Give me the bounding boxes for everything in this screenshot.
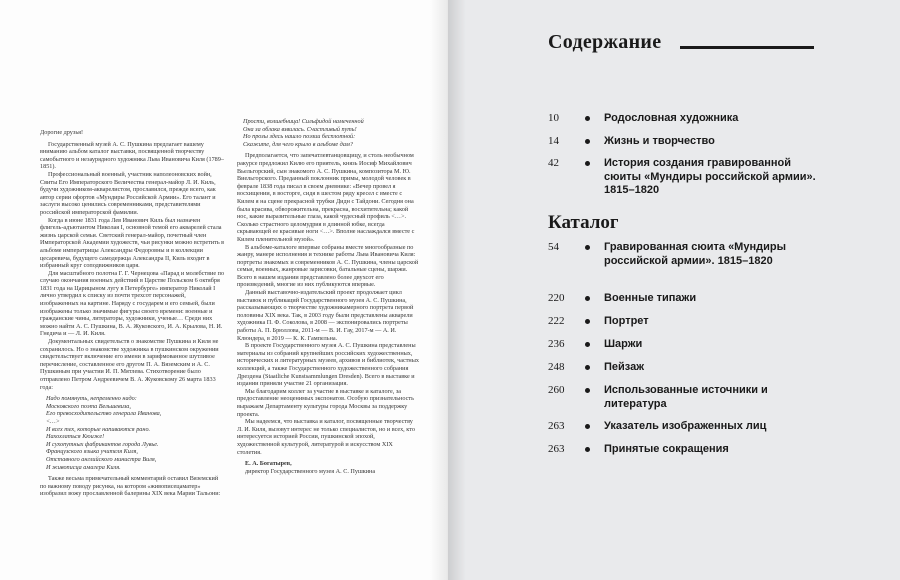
bullet-icon: [585, 161, 590, 166]
verse-line: Скажите, для чего крыло в альбоме дам?: [243, 140, 353, 148]
verse-line: И живописца амагера Киля.: [46, 463, 121, 471]
verse-line: Прости, волшебница! Сильфидой намеченной: [243, 118, 364, 125]
page-number: 10: [548, 112, 559, 124]
verse-line: Французского языка учителя Киля,: [46, 448, 138, 456]
verse-line: Надо помянуть, непременно надо:: [46, 395, 137, 403]
paragraph: Профессиональный военный, участник наполеоновских войн, Свиты Его Императорского Величества генерал-майор Л. И. Киль, будучи художником-акварелистом, прославился, прежде всего, как автор серии офортов «Мундиры Российской Армии». Его талант и заслуги высоко ценились современниками, представителями российской императорской фамилии.: [40, 170, 216, 216]
verse-line: Нахохлаться Кюиже!: [46, 433, 105, 441]
paragraph: Когда в июне 1831 года Лев Иванович Киль был назначен флигель-адъютантом Николая I, основной темой его акварелей стала жизнь царской семьи. Светский генерал-майор, почетный член Императорской Академии художеств, чьи рисунки можно встретить в альбоме императрицы Александры Федоровны и в коллекции цесаревича, будущего самодержца Александра II, Киль входит в избранный круг соподвижников царя.: [40, 216, 225, 270]
page-number: 263: [548, 443, 565, 455]
paragraph: В проекте Государственного музея А. С. Пушкина представлены материалы из собраний крупнейших российских художественных, исторических и литературных музеев, архивов и библиотек, частных коллекций, а также Государственного художественного собрания Дрездена (Staatliche Kunstsammlungen Dresden). Всего в выставке и издании приняли участие 21 организация.: [237, 342, 419, 388]
bullet-icon: [585, 116, 590, 121]
paragraph: В альбоме-каталоге впервые собраны вместе многообразные по жанру, манере исполнения и технике работы Льва Ивановича Киля: портреты знакомых и современников А. С. Пушкина, члены царской семьи, военных, жанровые зарисовки, батальные сцены, шаржи. Всего в нашем издании представлено более двухсот его произведений, многие из них публикуются впервые.: [237, 243, 419, 289]
page-number: 248: [548, 361, 565, 373]
page-number: 54: [548, 241, 559, 253]
bullet-icon: [585, 365, 590, 370]
bullet-icon: [585, 139, 590, 144]
greeting: Дорогие друзья!: [40, 129, 84, 136]
page-number: 263: [548, 420, 565, 432]
toc-entry-title: Жизнь и творчество: [604, 135, 715, 147]
verse-line: Она за облака взвилась. Счастливый путь!: [243, 125, 357, 133]
catalog-entry-title: Использованные источники и литература: [604, 384, 768, 410]
right-page: [448, 0, 900, 580]
bullet-icon: [585, 296, 590, 301]
left-column-1: [40, 129, 225, 498]
bullet-icon: [585, 424, 590, 429]
bullet-icon: [585, 319, 590, 324]
bullet-icon: [585, 245, 590, 250]
catalog-entry-title: Принятые сокращения: [604, 443, 729, 455]
poem-verse: [46, 395, 225, 471]
catalog-entry-title: Гравированная сюита «Мундиры российской армии». 1815–1820: [604, 241, 786, 267]
bullet-icon: [585, 388, 590, 393]
catalog-entry-title: Пейзаж: [604, 361, 645, 373]
toc-entry-title: История создания гравированной сюиты «Мундиры российской армии». 1815–1820: [604, 157, 816, 196]
paragraph: Документальных свидетельств о знакомстве Пушкина и Киля не сохранилось. Но о знакомстве художника в пушкинском окружении свидетельствует включение его имени в зарифмованное шутливое перечисление, составленное его другом П. А. Вяземским и А. С. Пушкиным при участии И. П. Мятлева. Стихотворение было отправлено Петром Андреевичем В. А. Жуковскому 26 марта 1833 года:: [40, 338, 219, 391]
page-number: 220: [548, 292, 565, 304]
paragraph: Государственный музей А. С. Пушкина предлагает вашему вниманию альбом каталог выставки, посвященной творчеству самобытного и незаурядного художника Льва Ивановича Киля (1789–1851).: [40, 140, 224, 171]
verse-line: Отставного английского министра Виля,: [46, 455, 157, 463]
paragraph: Мы надеемся, что выставка и каталог, посвященные творчеству Л. И. Киля, вызовут интерес не только специалистов, но и всех, кто интересуется историей России, пушкинской эпохой, художественной культурой, литературой и искусством XIX столетия.: [237, 418, 415, 456]
paragraph: Предполагается, что запечатлевтанцовщицу, и столь необычном ракурсе предложил Килю его приятель, князь Иосиф Михайлович Вьельгорский, сын знакомого А. С. Пушкина, композитора М. Ю. Виельгорского. Преданный поклонник примы, молодой человек в феврале 1838 года писал в своем дневнике: «Вечер провел я восхищении, в восторге, сидя в шестом ряду кресел с вместе с Килем я на сцене прекрасной трубки Дидн с Тайдони. Сегодня она была красива, обворожительна, прекрасна, восхитительна; какой нос, какие выразительные глаза, какой чудесный профиль <…>. Сколько страстного целомудрия в длинной юбке, всегда скрывающей ее красивые ноги <…>. Вполне наслаждался вместе с Килем пленительной музой».: [237, 152, 415, 243]
verse-line: <…>: [46, 417, 60, 425]
paragraph: Данный выставочно-издательский проект продолжает цикл выставок и публикаций Государственного музея А. С. Пушкина, рассказывающих о творчестве художникамерного портрета первой половины XIX века. Так, в 2003 году были представлены акварели художника П. Ф. Соколова, в 2008 — экспонировались портреты работы А. П. Брюллова, 2011-м — В. И. Гау, 2017-м — А. И. Клюндера, в 2019 — К. К. Гампельна.: [237, 289, 414, 342]
paragraph: Для масштабного полотна Г. Г. Чернецова «Парад и молебствие по случаю окончания военных действий в Царстве Польском 6 октября 1831 года на Царицыном лугу в Петербурге» император Николай I лично утвердил к списку из почти трехсот персонажей, изображенных на картине. Наряду с государем и его семьей, были изображены только значимые фигуры своего времени: военные и гражданские чины, литераторы, художники, ученые… Среди них можно найти А. С. Пушкина, В. А. Жуковского, И. А. Крылова, Н. И. Гнедича и — Л. И. Киля.: [40, 269, 225, 338]
poem-verse: [243, 118, 419, 148]
paragraph: Также весьма примечательный комментарий оставил Вяземский по важному поводу рисунка, на котором «живописецаматер» изобразил вожу прославленной балерины XIX века Марии Тальони:: [40, 475, 221, 498]
bullet-icon: [585, 447, 590, 452]
bullet-icon: [585, 342, 590, 347]
verse-line: Но прозы здесь нашло поэзии бесплотной:: [243, 133, 356, 141]
verse-line: И сухопутных фабрикантов города Лувье.: [46, 440, 159, 448]
left-column-2: [237, 118, 419, 475]
verse-line: И всех тех, которые напиваются рано.: [46, 425, 151, 433]
catalog-entry-title: Военные типажи: [604, 292, 697, 304]
page-number: 14: [548, 135, 559, 147]
verse-line: Его превосходительство генерала Иванова,: [46, 410, 162, 418]
verse-line: Московского поэта Вельшевиза,: [46, 402, 131, 410]
page-number: 42: [548, 157, 559, 169]
toc-title: Содержание: [548, 31, 662, 53]
catalog-entry-title: Указатель изображенных лиц: [604, 420, 767, 432]
page-number: 260: [548, 384, 565, 396]
catalog-title: Каталог: [548, 212, 619, 233]
signature-role: директор Государственного музея А. С. Пушкина: [245, 467, 376, 475]
paragraph: Мы благодарим коллег за участие в выставке и каталоге, за предоставление неоценимых экспонатов. Особую признательность выражаем Департаменту культуры города Москвы за поддержку проекта.: [237, 387, 414, 418]
catalog-entry-title: Шаржи: [604, 338, 643, 350]
page-number: 222: [548, 315, 565, 327]
toc-entry-title: Родословная художника: [604, 112, 739, 124]
right-gutter-shadow: [448, 0, 466, 580]
catalog-entry-title: Портрет: [604, 315, 649, 327]
title-rule: [680, 46, 814, 49]
signature-name: Е. А. Богатырев,: [245, 460, 292, 468]
page-number: 236: [548, 338, 565, 350]
